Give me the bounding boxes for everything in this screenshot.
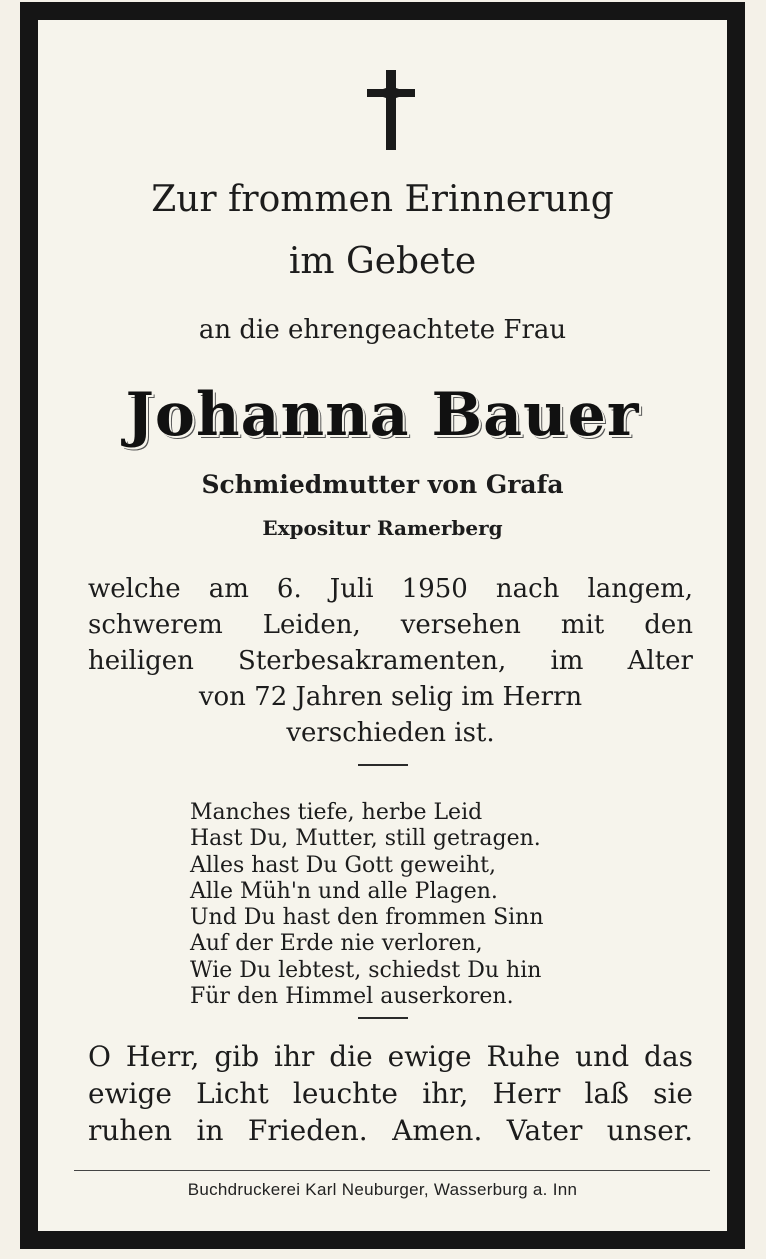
printer-imprint: Buchdruckerei Karl Neuburger, Wasserburg a. Inn (187, 1180, 578, 1199)
poem-line: Auf der Erde nie verloren, (190, 931, 483, 957)
deceased-parish: Expositur Ramerberg (262, 516, 503, 540)
deceased-title: Schmiedmutter von Grafa (201, 470, 564, 499)
notice-line: verschieden ist. (286, 718, 495, 748)
poem-line: Hast Du, Mutter, still getragen. (190, 826, 541, 852)
notice-line: heiligen Sterbesakramenten, im Alter (88, 646, 693, 676)
heading-line-2: im Gebete (288, 241, 477, 282)
poem-line: Und Du hast den frommen Sinn (190, 905, 544, 931)
notice-line: von 72 Jahren selig im Herrn (198, 682, 583, 712)
notice-line: welche am 6. Juli 1950 nach langem, (88, 574, 693, 604)
poem-line: Manches tiefe, herbe Leid (190, 800, 483, 825)
divider-lower (358, 1017, 408, 1019)
poem-line: Alle Müh'n und alle Plagen. (190, 878, 498, 904)
prayer-line: O Herr, gib ihr die ewige Ruhe und das (88, 1040, 693, 1073)
latin-cross-icon (367, 70, 415, 150)
footer-rule (74, 1170, 710, 1171)
poem-line: Alles hast Du Gott geweiht, (190, 852, 496, 878)
prayer-line: ewige Licht leuchte ihr, Herr laß sie (88, 1077, 693, 1110)
card-content (38, 20, 727, 1231)
heading-line-3: an die ehrengeachtete Frau (198, 315, 567, 345)
memorial-poem (190, 800, 544, 1010)
closing-prayer (88, 1038, 693, 1149)
divider-upper (358, 764, 408, 766)
poem-line: Für den Himmel auserkoren. (190, 984, 514, 1010)
poem-line: Wie Du lebtest, schiedst Du hin (190, 957, 542, 983)
death-notice (88, 571, 693, 751)
deceased-name: Johanna Bauer (125, 380, 640, 450)
notice-line: schwerem Leiden, versehen mit den (88, 610, 693, 640)
prayer-line: ruhen in Frieden. Amen. Vater unser. (88, 1114, 693, 1147)
heading-line-1: Zur frommen Erinnerung (151, 179, 614, 220)
